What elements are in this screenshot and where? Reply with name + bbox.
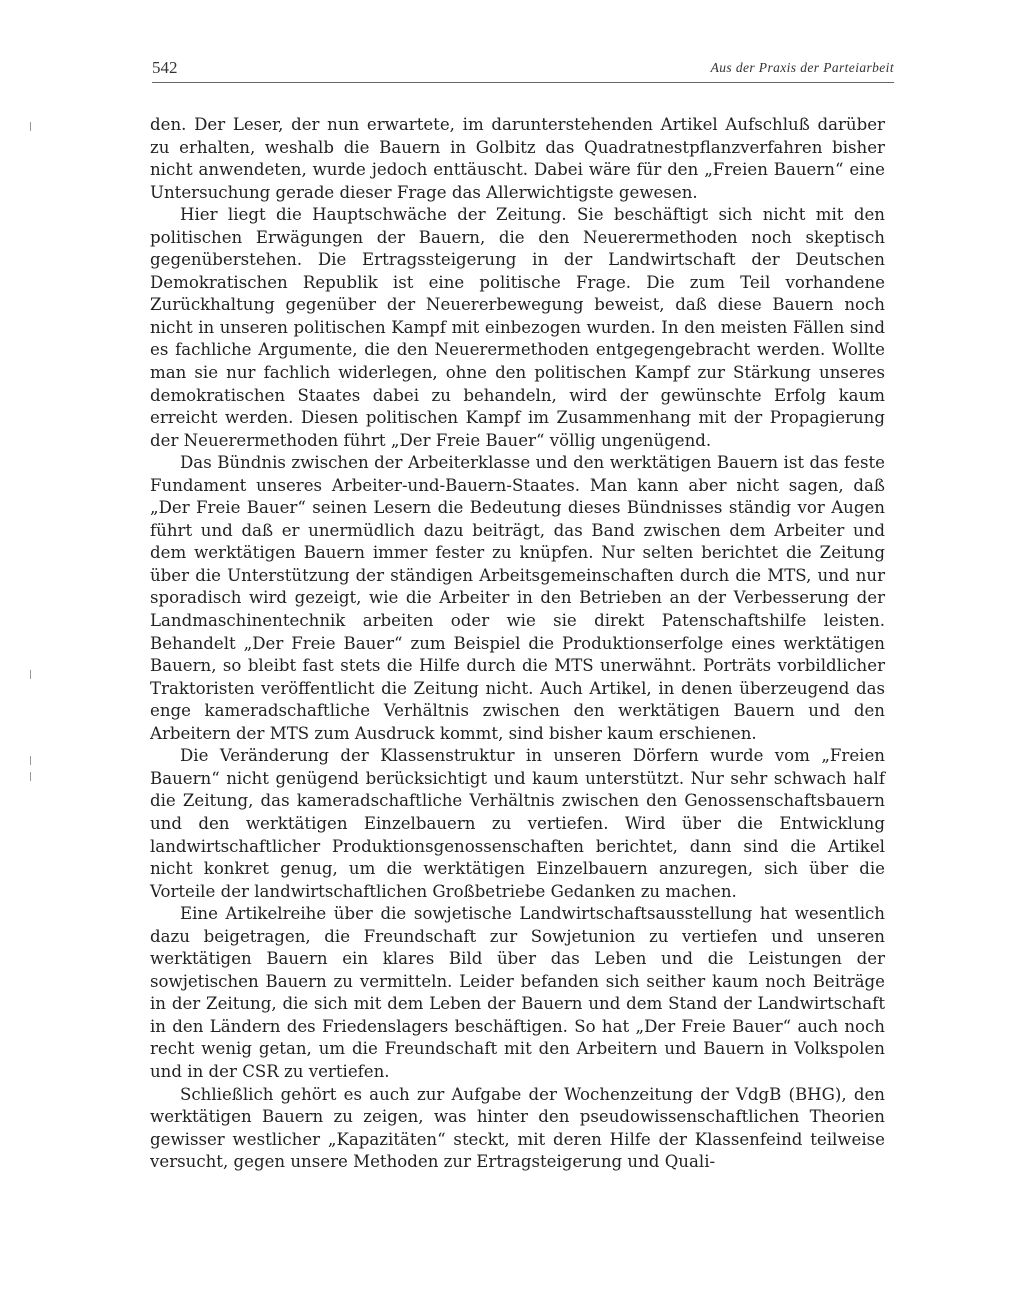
running-head: Aus der Praxis der Parteiarbeit	[710, 60, 894, 75]
margin-mark	[30, 670, 31, 679]
paragraph-6: Schließlich gehört es auch zur Aufgabe der Wochenzeitung der VdgB (BHG), den werktätigen Bauern zu zeigen, was hinter den pseudowissenschaftlichen Theorien gewisser westlicher „Kapazitäten“ steckt, mit deren Hilfe der Klassenfeind teilweise versucht, gegen unsere Methoden zur Ertragsteigerung und Quali-	[150, 1084, 885, 1172]
paragraph-3: Das Bündnis zwischen der Arbeiterklasse und den werktätigen Bauern ist das feste Fundament unseres Arbeiter-und-Bauern-Staates. Man kann aber nicht sagen, daß „Der Freie Bauer“ seinen Lesern die Bedeutung dieses Bündnisses ständig vor Augen führt und daß er unermüdlich dazu beiträgt, das Band zwischen dem Arbeiter und dem werktätigen Bauern immer fester zu knüpfen. Nur selten berichtet die Zeitung über die Unterstützung der ständigen Arbeitsgemeinschaften durch die MTS, und nur sporadisch wird gezeigt, wie die Arbeiter in den Betrieben an der Verbesserung der Landmaschinentechnik arbeiten oder wie sie direkt Patenschaftshilfe leisten. Behandelt „Der Freie Bauer“ zum Beispiel die Produktionserfolge eines werktätigen Bauern, so bleibt fast stets die Hilfe durch die MTS unerwähnt. Porträts vorbildlicher Traktoristen veröffentlicht die Zeitung nicht. Auch Artikel, in denen überzeugend das enge kameradschaftliche Verhältnis zwischen den werktätigen Bauern und den Arbeitern der MTS zum Ausdruck kommt, sind bisher kaum erschienen.	[150, 453, 885, 743]
margin-mark	[30, 756, 31, 765]
paragraph-2: Hier liegt die Hauptschwäche der Zeitung. Sie beschäftigt sich nicht mit den politischen Erwägungen der Bauern, die den Neuerermethoden noch skeptisch gegenüberstehen. Die Ertragssteigerung in der Landwirtschaft der Deutschen Demokratischen Republik ist eine politische Frage. Die zum Teil vorhandene Zurückhaltung gegenüber der Neuererbewegung beweist, daß diese Bauern noch nicht in unseren politischen Kampf mit einbezogen wurden. In den meisten Fällen sind es fachliche Argumente, die den Neuerermethoden entgegengebracht werden. Wollte man sie nur fachlich widerlegen, ohne den politischen Kampf zur Stärkung unseres demokratischen Staates dabei zu behandeln, wird der gewünschte Erfolg kaum erreicht werden. Diesen politischen Kampf im Zusammenhang mit der Propagierung der Neuerermethoden führt „Der Freie Bauer“ völlig ungenügend.	[150, 205, 885, 450]
paragraph-1: den. Der Leser, der nun erwartete, im darunterstehenden Artikel Aufschluß darüber zu erhalten, weshalb die Bauern in Golbitz das Quadratnestpflanzverfahren bisher nicht anwendeten, wurde jedoch enttäuscht. Dabei wäre für den „Freien Bauern“ eine Untersuchung gerade dieser Frage das Allerwichtigste gewesen.	[150, 115, 885, 202]
body-text	[150, 114, 885, 1174]
margin-mark	[30, 772, 31, 781]
margin-mark	[30, 122, 31, 131]
paragraph-5: Eine Artikelreihe über die sowjetische Landwirtschaftsausstellung hat wesentlich dazu beigetragen, die Freundschaft zur Sowjetunion zu vertiefen und unseren werktätigen Bauern ein klares Bild über das Leben und die Leistungen der sowjetischen Bauern zu vermitteln. Leider befanden sich seither kaum noch Beiträge in der Zeitung, die sich mit dem Leben der Bauern und dem Stand der Landwirtschaft in den Ländern des Friedenslagers beschäftigen. So hat „Der Freie Bauer“ auch noch recht wenig getan, um die Freundschaft mit den Arbeitern und Bauern in Volkspolen und in der CSR zu vertiefen.	[150, 904, 885, 1081]
page-header	[152, 56, 894, 83]
paragraph-4: Die Veränderung der Klassenstruktur in unseren Dörfern wurde vom „Freien Bauern“ nicht genügend berücksichtigt und kaum unterstützt. Nur sehr schwach half die Zeitung, das kameradschaftliche Verhältnis zwischen den Genossenschaftsbauern und den werktätigen Einzelbauern zu vertiefen. Wird über die Entwicklung landwirtschaftlicher Produktionsgenossenschaften berichtet, dann sind die Artikel nicht konkret genug, um die werktätigen Einzelbauern anzuregen, sich über die Vorteile der landwirtschaftlichen Großbetriebe Gedanken zu machen.	[150, 746, 885, 901]
page-number: 542	[152, 58, 178, 77]
